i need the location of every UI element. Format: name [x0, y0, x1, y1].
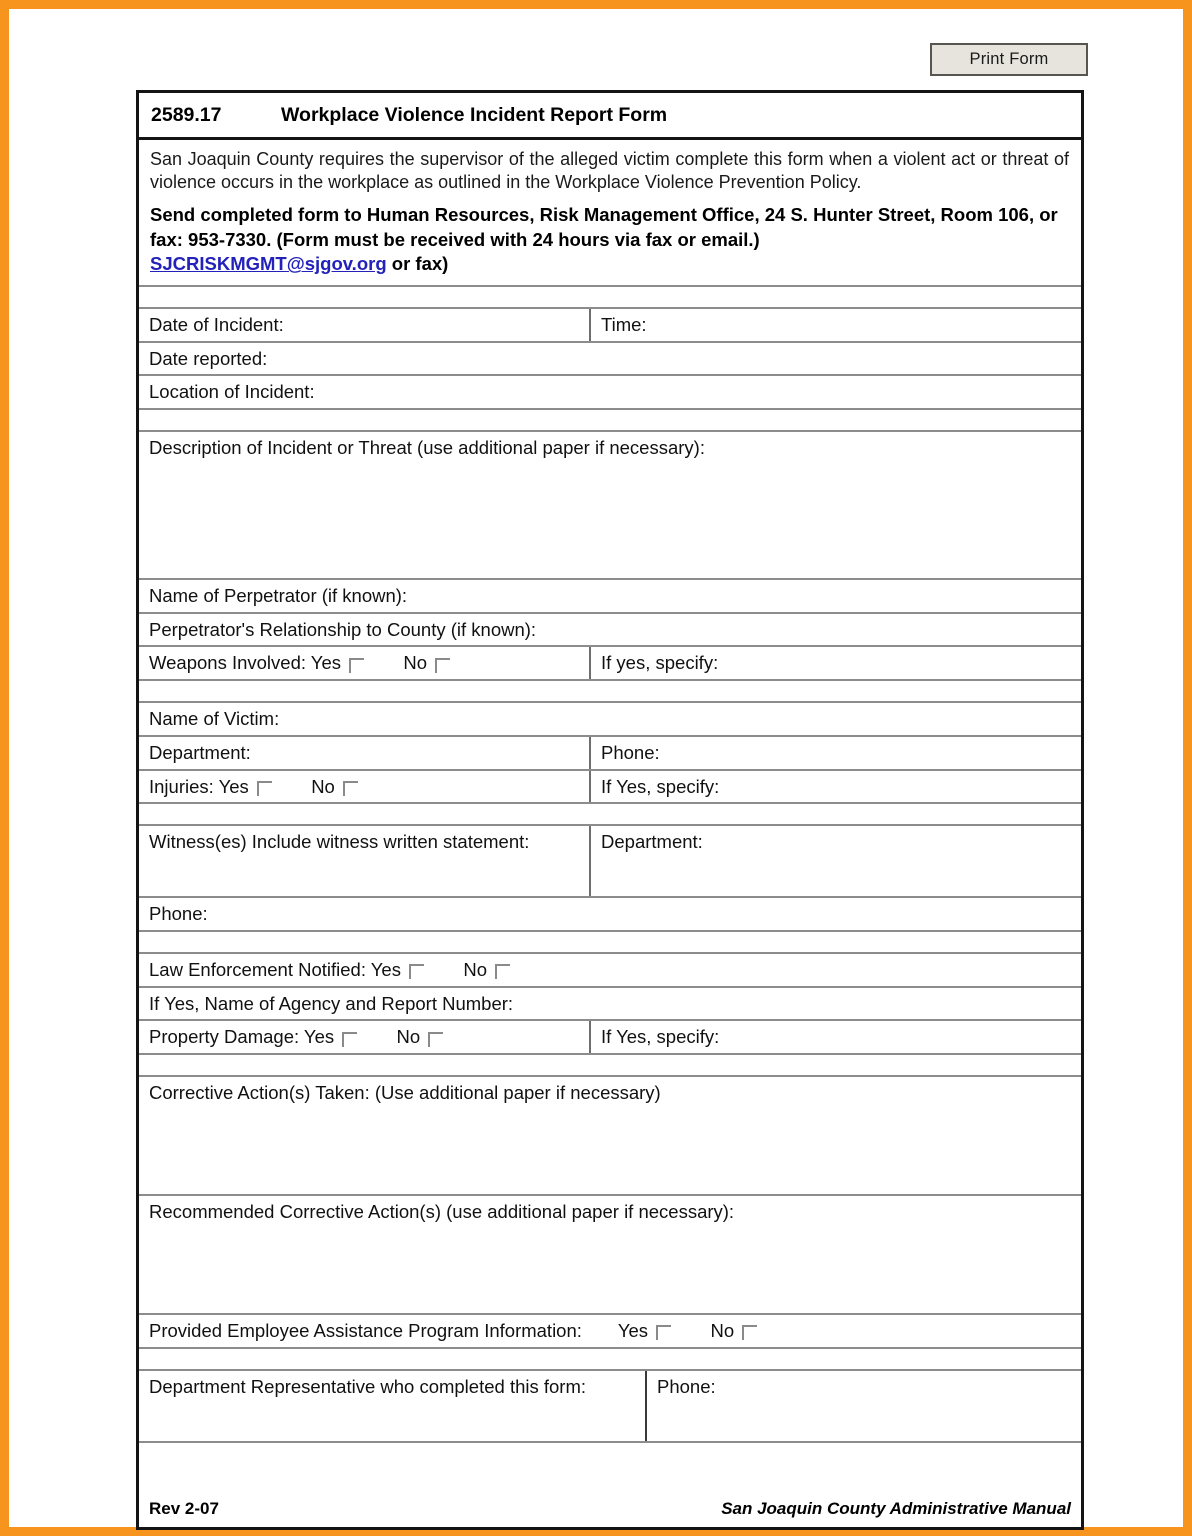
field-weapons-involved	[139, 647, 591, 679]
eap-yes-label: Yes	[617, 1319, 649, 1341]
spacer-cell-6	[139, 1055, 1081, 1075]
field-victim-name-label: Name of Victim:	[149, 708, 280, 730]
spacer-row-5	[139, 932, 1081, 954]
property-damage-no-label: No	[396, 1026, 421, 1048]
row-perpetrator-relationship	[139, 614, 1081, 648]
field-property-damage-specify-label: If Yes, specify:	[601, 1026, 720, 1048]
field-department-representative[interactable]	[139, 1371, 647, 1441]
field-injuries-specify-label: If Yes, specify:	[601, 775, 720, 797]
spacer-cell-7	[139, 1349, 1081, 1369]
law-enforcement-no-label: No	[463, 958, 488, 980]
footer-revision: Rev 2-07	[149, 1498, 219, 1518]
field-date-of-incident[interactable]	[139, 309, 591, 341]
spacer-cell-3	[139, 681, 1081, 701]
row-location	[139, 376, 1081, 410]
field-weapons-label: Weapons Involved: Yes	[149, 652, 341, 674]
field-perpetrator-name-label: Name of Perpetrator (if known):	[149, 585, 408, 607]
field-law-enforcement-label: Law Enforcement Notified: Yes	[149, 958, 401, 980]
field-victim-phone[interactable]	[591, 737, 1081, 769]
spacer-cell-5	[139, 932, 1081, 952]
spacer-row-4	[139, 804, 1081, 826]
row-date-time	[139, 309, 1081, 343]
field-witnesses[interactable]	[139, 826, 591, 896]
page-title: Workplace Violence Incident Report Form	[281, 103, 668, 126]
field-date-of-incident-label: Date of Incident:	[149, 314, 284, 336]
field-location-label: Location of Incident:	[149, 381, 315, 403]
field-injuries-label: Injuries: Yes	[149, 775, 249, 797]
row-perpetrator-name	[139, 580, 1081, 614]
form-footer	[139, 1443, 1081, 1527]
injuries-yes-checkbox[interactable]	[257, 781, 272, 796]
spacer-row-2	[139, 410, 1081, 432]
field-victim-department-label: Department:	[149, 741, 251, 763]
row-victim-name	[139, 703, 1081, 737]
row-eap-information	[139, 1315, 1081, 1349]
form-number: 2589.17	[151, 103, 222, 126]
field-witness-department-label: Department:	[601, 831, 703, 853]
law-enforcement-no-checkbox[interactable]	[495, 964, 510, 979]
field-date-reported-label: Date reported:	[149, 347, 268, 369]
field-agency-report-number-label: If Yes, Name of Agency and Report Number:	[149, 992, 514, 1014]
field-property-damage-label: Property Damage: Yes	[149, 1026, 335, 1048]
field-department-representative-label: Department Representative who completed this form:	[149, 1375, 587, 1397]
field-description-of-incident[interactable]	[139, 432, 1081, 578]
spacer-row-7	[139, 1349, 1081, 1371]
row-victim-department-phone	[139, 737, 1081, 771]
row-witness-phone	[139, 898, 1081, 932]
weapons-no-label: No	[403, 652, 428, 674]
property-damage-yes-checkbox[interactable]	[342, 1032, 357, 1047]
footer-manual-title: San Joaquin County Administrative Manual	[721, 1498, 1071, 1518]
row-corrective-actions-taken	[139, 1077, 1081, 1196]
spacer-row-6	[139, 1055, 1081, 1077]
injuries-no-label: No	[311, 775, 335, 797]
incident-report-form	[136, 90, 1084, 1530]
row-law-enforcement	[139, 954, 1081, 988]
field-injuries	[139, 771, 591, 803]
row-weapons-involved	[139, 647, 1081, 681]
field-time-label: Time:	[601, 314, 647, 336]
footer-line	[149, 1499, 1071, 1519]
spacer-row	[139, 287, 1081, 309]
field-injuries-specify[interactable]	[591, 771, 1081, 803]
print-form-button[interactable]	[930, 43, 1088, 76]
spacer-cell	[139, 287, 1081, 307]
law-enforcement-yes-checkbox[interactable]	[409, 964, 424, 979]
field-perpetrator-relationship[interactable]	[139, 614, 1081, 646]
row-injuries	[139, 771, 1081, 805]
field-date-reported[interactable]	[139, 343, 1081, 375]
weapons-yes-checkbox[interactable]	[349, 658, 364, 673]
field-weapons-specify[interactable]	[591, 647, 1081, 679]
row-agency-report-number	[139, 988, 1081, 1022]
field-eap-information	[139, 1315, 1081, 1347]
document-sheet	[12, 12, 1180, 1524]
eap-yes-checkbox[interactable]	[656, 1325, 671, 1340]
field-name-of-perpetrator[interactable]	[139, 580, 1081, 612]
field-perpetrator-relationship-label: Perpetrator's Relationship to County (if known):	[149, 618, 537, 640]
field-witness-department[interactable]	[591, 826, 1081, 896]
intro-instructions	[150, 203, 1069, 277]
field-victim-department[interactable]	[139, 737, 591, 769]
field-witness-phone[interactable]	[139, 898, 1081, 930]
injuries-no-checkbox[interactable]	[343, 781, 358, 796]
form-title-row	[139, 93, 1081, 140]
field-property-damage-specify[interactable]	[591, 1021, 1081, 1053]
property-damage-no-checkbox[interactable]	[428, 1032, 443, 1047]
eap-no-checkbox[interactable]	[742, 1325, 757, 1340]
field-time[interactable]	[591, 309, 1081, 341]
field-victim-phone-label: Phone:	[601, 741, 660, 763]
spacer-cell-2	[139, 410, 1081, 430]
field-witness-phone-label: Phone:	[149, 903, 208, 925]
intro-instructions-text: Send completed form to Human Resources, Risk Management Office, 24 S. Hunter Street, Room 106, or fax: 953-7330. (Form must be received with 24 hours via fax or email.)	[150, 203, 1058, 250]
field-representative-phone[interactable]	[647, 1371, 1081, 1441]
spacer-row-3	[139, 681, 1081, 703]
row-witnesses	[139, 826, 1081, 898]
risk-management-email-link[interactable]: SJCRISKMGMT@sjgov.org	[150, 253, 387, 275]
field-witnesses-label: Witness(es) Include witness written statement:	[149, 831, 530, 853]
field-name-of-victim[interactable]	[139, 703, 1081, 735]
weapons-no-checkbox[interactable]	[435, 658, 450, 673]
field-agency-report-number[interactable]	[139, 988, 1081, 1020]
field-representative-phone-label: Phone:	[657, 1375, 716, 1397]
row-property-damage	[139, 1021, 1081, 1055]
form-field-grid	[139, 287, 1081, 1526]
intro-paragraph: San Joaquin County requires the supervisor of the alleged victim complete this form when a violent act or threat of violence occurs in the workplace as outlined in the Workplace Violence Prevention Policy.	[150, 149, 1069, 193]
intro-email-tail: or fax)	[386, 253, 449, 275]
field-location-of-incident[interactable]	[139, 376, 1081, 408]
eap-no-label: No	[710, 1319, 735, 1341]
row-date-reported	[139, 343, 1081, 377]
field-corrective-actions-taken[interactable]	[139, 1077, 1081, 1194]
field-recommended-corrective-actions[interactable]	[139, 1196, 1081, 1313]
row-recommended-corrective-actions	[139, 1196, 1081, 1315]
field-weapons-specify-label: If yes, specify:	[601, 652, 719, 674]
field-recommended-corrective-actions-label: Recommended Corrective Action(s) (use additional paper if necessary):	[149, 1200, 735, 1222]
spacer-cell-4	[139, 804, 1081, 824]
field-corrective-actions-taken-label: Corrective Action(s) Taken: (Use additional paper if necessary)	[149, 1081, 661, 1103]
field-property-damage	[139, 1021, 591, 1053]
row-department-representative	[139, 1371, 1081, 1443]
field-eap-label: Provided Employee Assistance Program Information:	[149, 1319, 582, 1341]
row-description	[139, 432, 1081, 580]
form-intro-block	[139, 140, 1081, 287]
print-form-label: Print Form	[969, 50, 1049, 68]
field-law-enforcement-notified	[139, 954, 1081, 986]
field-description-label: Description of Incident or Threat (use additional paper if necessary):	[149, 437, 705, 459]
